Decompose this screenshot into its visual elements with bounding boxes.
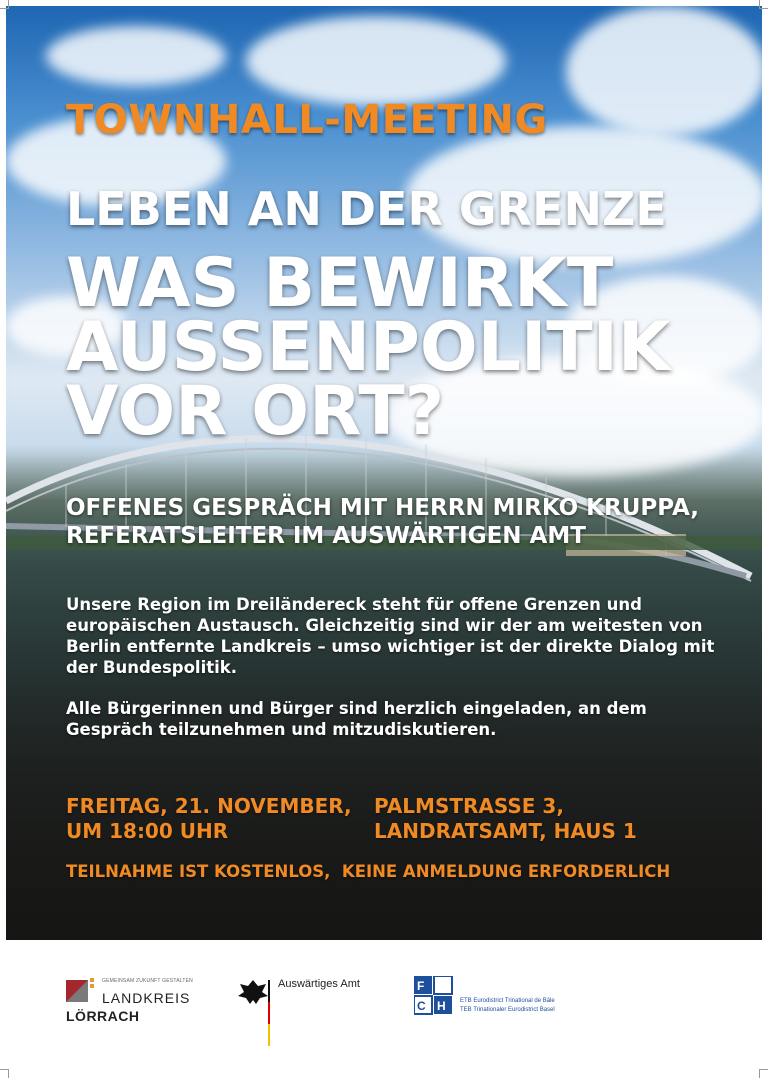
auswaertiges-amt-logo: [236, 978, 386, 1048]
address-line: PALMSTRASSE 3,: [374, 794, 564, 818]
headline-line: WAS BEWIRKT: [66, 244, 614, 323]
event-location: [374, 794, 637, 844]
cloud-shape: [46, 26, 226, 86]
crop-mark: [759, 1069, 768, 1078]
venue-line: LANDRATSAMT, HAUS 1: [374, 819, 637, 843]
landkreis-loerrach-logo: [66, 978, 216, 1028]
etb-emblem-icon: [414, 976, 454, 1016]
poster-background: [6, 6, 762, 940]
aa-name: Auswärtiges Amt: [278, 978, 360, 990]
crop-mark: [0, 0, 9, 9]
crop-mark: [759, 0, 768, 9]
landkreis-tagline: GEMEINSAM ZUKUNFT GESTALTEN: [102, 978, 193, 984]
logo-footer: [0, 940, 768, 1078]
speaker-info: [66, 494, 732, 550]
invitation-paragraph: Alle Bürgerinnen und Bürger sind herzlich eingeladen, an dem Gespräch teilzunehmen und mitzudiskutieren.: [66, 699, 647, 739]
date-line: FREITAG, 21. NOVEMBER,: [66, 794, 352, 818]
svg-text:H: H: [437, 999, 446, 1013]
svg-text:C: C: [417, 999, 426, 1013]
headline-line: VOR ORT?: [66, 372, 445, 451]
event-kicker: TOWNHALL-MEETING: [66, 97, 548, 143]
etb-french-name: ETB Eurodistrict Trinational de Bâle: [460, 998, 555, 1004]
speaker-line: REFERATSLEITER IM AUSWÄRTIGEN AMT: [66, 523, 586, 549]
etb-german-name: TEB Trinationaler Eurodistrict Basel: [460, 1007, 555, 1013]
eurodistrict-basel-logo: [414, 976, 594, 1020]
description-paragraph: Unsere Region im Dreiländereck steht für offene Grenzen und europäischen Austausch. Gleichzeitig sind wir der am weitesten von Berlin entfernte Landkreis – umso wichtiger ist der direkte Dialog mit der Bundespolitik.: [66, 595, 715, 677]
crop-mark: [0, 1069, 9, 1078]
participation-note: TEILNAHME IST KOSTENLOS, KEINE ANMELDUNG ERFORDERLICH: [66, 862, 671, 881]
landkreis-emblem-icon: [66, 978, 96, 1006]
svg-text:F: F: [417, 979, 425, 993]
speaker-line: OFFENES GESPRÄCH MIT HERRN MIRKO KRUPPA,: [66, 495, 699, 521]
event-subtitle: LEBEN AN DER GRENZE: [66, 182, 667, 236]
time-line: UM 18:00 UHR: [66, 819, 229, 843]
event-date: [66, 794, 352, 844]
federal-eagle-icon: [236, 978, 270, 1048]
headline: [66, 244, 732, 451]
landkreis-city: LÖRRACH: [66, 1008, 140, 1024]
landkreis-name: LANDKREIS: [102, 990, 191, 1006]
cloud-shape: [246, 16, 506, 106]
headline-line: AUSSENPOLITIK: [66, 308, 671, 387]
